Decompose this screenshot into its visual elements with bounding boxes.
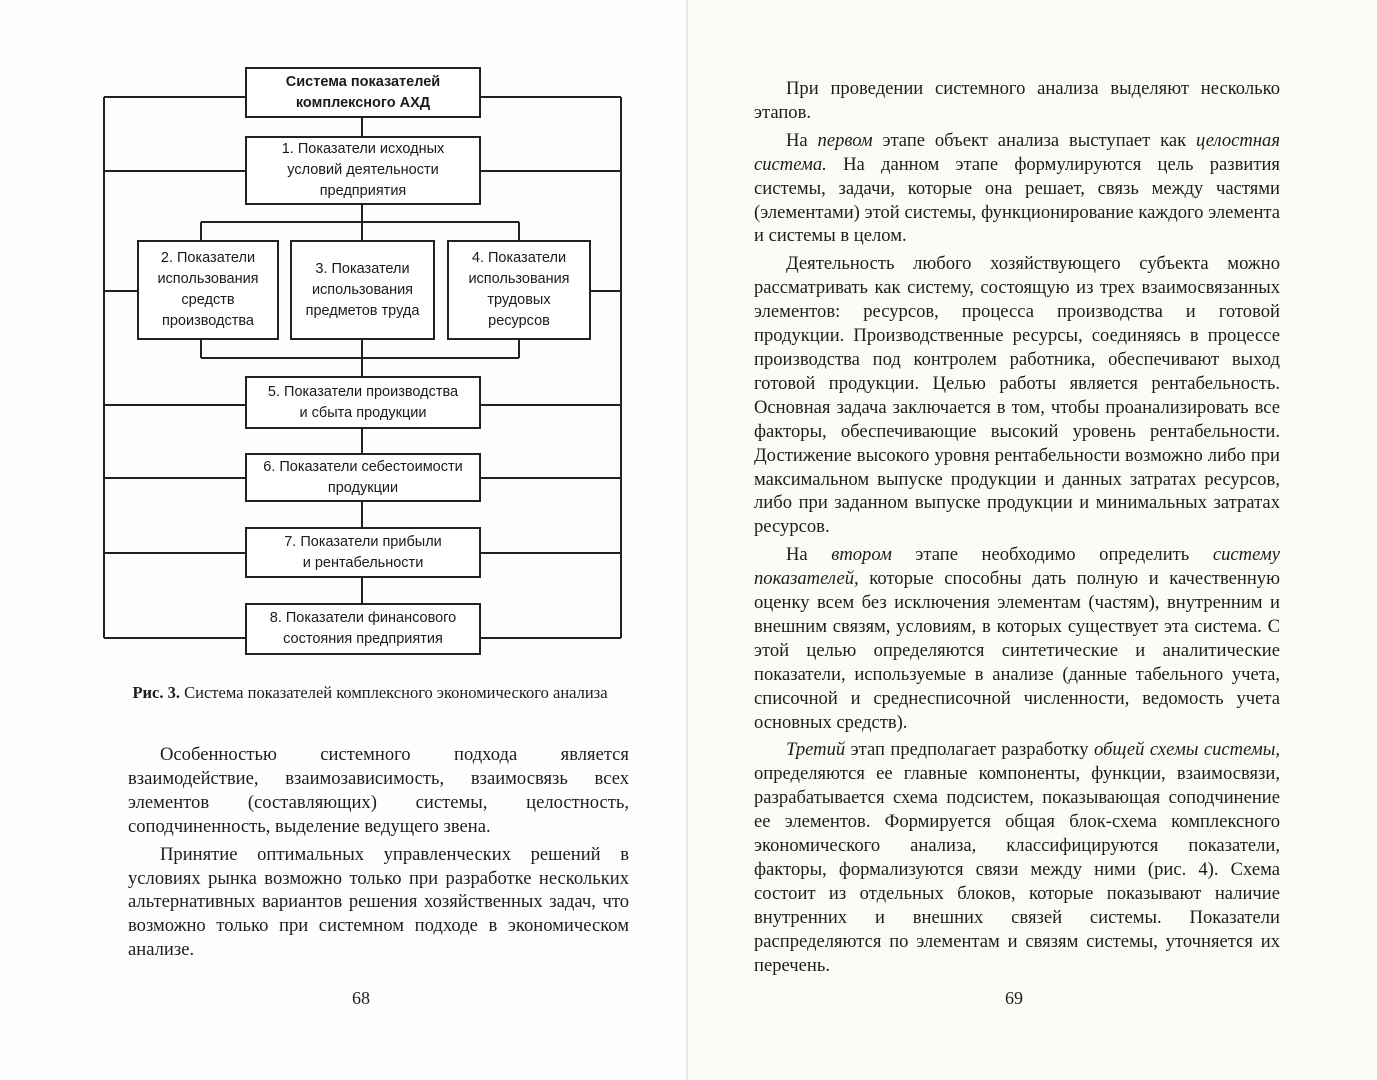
box-1-text: 1. Показатели исходных условий деятельности предприятия [281,141,445,199]
text-run: которые способны дать полную и качественную оценку всем без исключения элементам (частям), внутренним и внешним связям, условиям, в которых существует эта система. С этой целью определяются синтетические и аналитические показатели, используемые в анализе (данные табельного учета, списочной и среднесписочной численности, ведомость учета основных средств). [754,568,1280,733]
title-box-text: Система показателей комплексного АХД [285,73,441,111]
box-7-text: 7. Показатели прибыли и рентабельности [284,533,442,571]
text-run: На данном этапе формулируются цель развития системы, задачи, которые она решает, связь между частями (элементами) этой системы, функционирование каждого элемента и системы в целом. [754,153,1280,247]
right-page [688,0,1377,1080]
page-number-left: 68 [352,988,370,1008]
indicator-system-diagram [0,0,688,670]
box-8-text: 8. Показатели финансового состояния предприятия [269,610,457,647]
box-3-text: 3. Показатели использования предметов труда [305,260,420,319]
paragraph: Особенностью системного подхода является взаимодействие, взаимозависимость, взаимосвязь всех элементов (составляющих) системы, целостность, соподчиненность, выделение ведущего звена. [128,744,629,837]
paragraph [754,738,1280,977]
box-8-financial-state [245,603,481,655]
box-4-labor-resources [447,240,591,340]
box-4-text: 4. Показатели использования трудовых ресурсов [468,250,570,329]
box-3-objects-of-labor [290,240,435,340]
paragraph [754,129,1280,249]
emphasis: Третий [786,739,846,761]
box-1-initial-conditions [245,136,481,205]
box-2-means-of-production [137,240,279,340]
left-body-text [128,743,629,962]
box-5-text: 5. Показатели производства и сбыта продукции [267,383,459,421]
text-run: На [786,129,818,151]
caption-label: Рис. 3. [132,683,181,702]
right-body-text [754,77,1280,978]
text-run: этап предполагает разработку [845,739,1094,761]
box-6-text: 6. Показатели себестоимости продукции [263,458,463,496]
text-run: определяются ее главные компоненты, функции, взаимосвязи, разрабатывается схема подсистем, показывающая соподчинение ее элементов. Формируется общая блок-схема комплексного экономического анализа, классифицируются показатели, факторы, формализуются связи между ними (рис. 4). Схема состоит из отдельных блоков, которые показывают наличие внутренних и внешних связей системы. Показатели распределяются по элементам и связям системы, уточняется их перечень. [754,763,1280,976]
title-box [245,67,481,118]
left-page [0,0,688,1080]
box-2-text: 2. Показатели использования средств производства [157,250,259,329]
figure-caption [120,682,620,704]
paragraph [754,543,1280,734]
box-7-profit [245,527,481,578]
box-5-production-sales [245,376,481,429]
text-run: этапе необходимо определить [891,544,1213,566]
text-run: На [786,544,832,566]
emphasis: общей схемы системы, [1094,739,1280,761]
paragraph: При проведении системного анализа выделяют несколько этапов. [754,78,1280,123]
text-run: этапе объект анализа выступает как [872,129,1196,151]
caption-text: Система показателей комплексного экономического анализа [180,683,608,702]
emphasis: первом [817,129,873,151]
page-number-right: 69 [1005,988,1023,1008]
paragraph: Принятие оптимальных управленческих решений в условиях рынка возможно только при разработке нескольких альтернативных вариантов решения хозяйственных задач, что возможно только при системном подходе в экономическом анализе. [128,843,629,961]
paragraph: Деятельность любого хозяйствующего субъекта можно рассматривать как систему, состоящую из трех взаимосвязанных элементов: ресурсов, процесса производства и готовой продукции. Производственные ресурсы, соединяясь в процессе производства под контролем работника, обеспечивают выход готовой продукции. Целью работы является рентабельность. Основная задача заключается в том, чтобы проанализировать все факторы, обеспечивающие высокий уровень рентабельности. Достижение высокого уровня рентабельности возможно либо при максимальном выпуске продукции и данных затратах ресурсов, либо при заданном выпуске продукции и минимальных затратах ресурсов. [754,253,1280,538]
emphasis: втором [831,544,892,566]
emphasis: целостная система. [754,129,1280,175]
emphasis: систему показателей, [754,544,1280,590]
box-6-cost [245,453,481,502]
